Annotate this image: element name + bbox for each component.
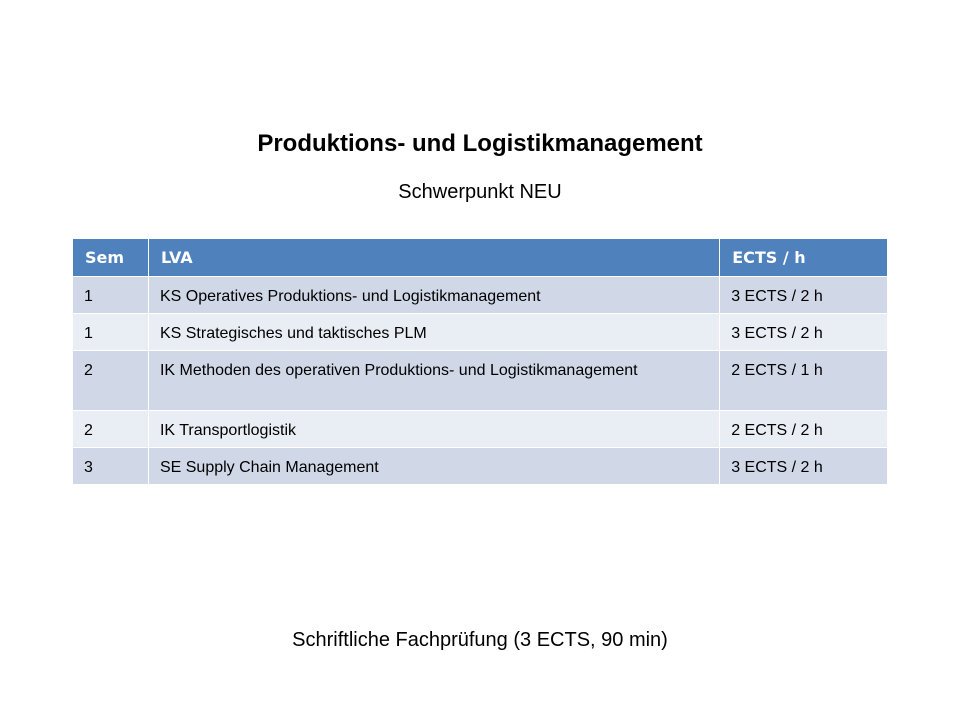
table-row [73, 277, 888, 314]
cell-sem: 1 [73, 314, 149, 351]
table-row [73, 448, 888, 485]
cell-ects: 3 ECTS / 2 h [720, 314, 888, 351]
cell-sem: 2 [73, 351, 149, 411]
cell-ects: 3 ECTS / 2 h [720, 448, 888, 485]
slide-subtitle: Schwerpunkt NEU [398, 181, 562, 203]
cell-lva: KS Strategisches und taktisches PLM [148, 314, 719, 351]
cell-lva: IK Methoden des operativen Produktions- und Logistikmanagement [148, 351, 719, 411]
table-row [73, 351, 888, 411]
table-row [73, 314, 888, 351]
cell-sem: 2 [73, 411, 149, 448]
table-row [73, 411, 888, 448]
cell-lva: KS Operatives Produktions- und Logistikmanagement [148, 277, 719, 314]
cell-lva: IK Transportlogistik [148, 411, 719, 448]
column-header-sem: Sem [73, 239, 149, 277]
cell-lva: SE Supply Chain Management [148, 448, 719, 485]
table-header-row [73, 239, 888, 277]
course-table [72, 238, 888, 485]
column-header-lva: LVA [148, 239, 719, 277]
slide-title: Produktions- und Logistikmanagement [257, 130, 703, 157]
cell-sem: 1 [73, 277, 149, 314]
cell-ects: 2 ECTS / 2 h [720, 411, 888, 448]
cell-ects: 3 ECTS / 2 h [720, 277, 888, 314]
exam-note: Schriftliche Fachprüfung (3 ECTS, 90 min) [292, 629, 668, 651]
cell-sem: 3 [73, 448, 149, 485]
column-header-ects: ECTS / h [720, 239, 888, 277]
cell-ects: 2 ECTS / 1 h [720, 351, 888, 411]
